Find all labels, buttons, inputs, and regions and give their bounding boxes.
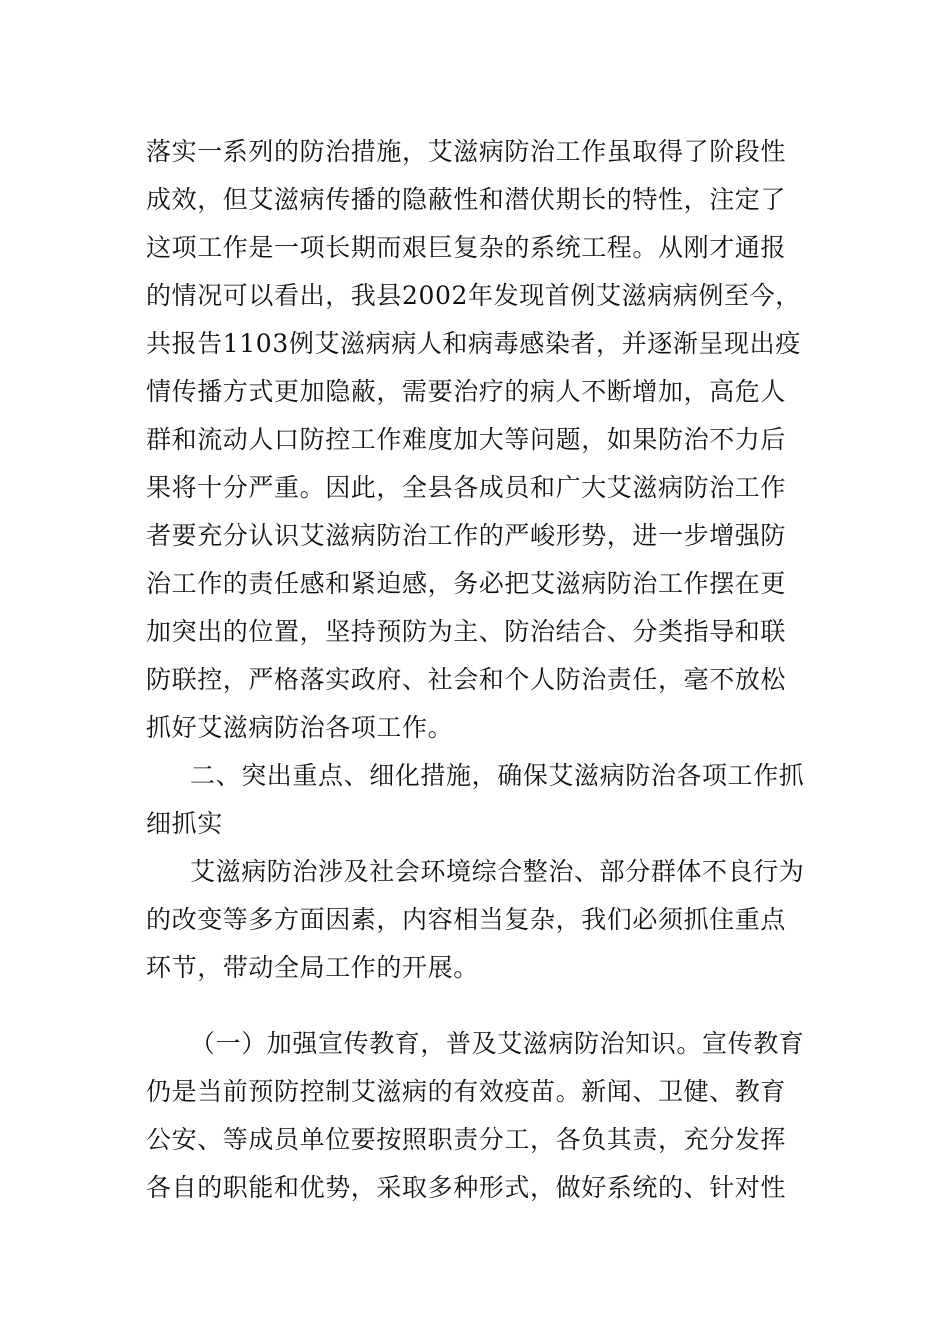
body-text-line: 加突出的位置，坚持预防为主、防治结合、分类指导和联 (146, 617, 787, 646)
body-text-line: 的情况可以看出，我县2002年发现首例艾滋病病例至今， (146, 281, 801, 310)
body-text-line: 治工作的责任感和紧迫感，务必把艾滋病防治工作摆在更 (146, 569, 787, 598)
body-text-line: 落实一系列的防治措施，艾滋病防治工作虽取得了阶段性 (146, 137, 787, 166)
body-text-line: 果将十分严重。因此，全县各成员和广大艾滋病防治工作 (146, 473, 787, 502)
section-heading-continued: 细抓实 (146, 809, 223, 838)
body-text-line: 情传播方式更加隐蔽，需要治疗的病人不断增加，高危人 (146, 377, 787, 406)
body-text-line: 环节，带动全局工作的开展。 (146, 953, 479, 982)
body-text-line: 成效，但艾滋病传播的隐蔽性和潜伏期长的特性，注定了 (146, 185, 787, 214)
body-text-line: 公安、等成员单位要按照职责分工，各负其责，充分发挥 (146, 1125, 787, 1154)
body-text-line: 者要充分认识艾滋病防治工作的严峻形势，进一步增强防 (146, 521, 787, 550)
body-text-line: 仍是当前预防控制艾滋病的有效疫苗。新闻、卫健、教育 (146, 1077, 787, 1106)
body-text-line: 这项工作是一项长期而艰巨复杂的系统工程。从刚才通报 (146, 233, 787, 262)
body-text-line: 艾滋病防治涉及社会环境综合整治、部分群体不良行为 (190, 857, 805, 886)
body-text-line: 各自的职能和优势，采取多种形式，做好系统的、针对性 (146, 1173, 787, 1202)
section-heading: 二、突出重点、细化措施，确保艾滋病防治各项工作抓 (190, 761, 805, 790)
body-text-line: 共报告1103例艾滋病病人和病毒感染者，并逐渐呈现出疫 (146, 329, 801, 358)
body-text-line: 防联控，严格落实政府、社会和个人防治责任，毫不放松 (146, 665, 787, 694)
body-text-line: 的改变等多方面因素，内容相当复杂，我们必须抓住重点 (146, 905, 787, 934)
subsection-heading: （一）加强宣传教育，普及艾滋病防治知识。宣传教育 (190, 1029, 805, 1058)
body-text-line: 群和流动人口防控工作难度加大等问题，如果防治不力后 (146, 425, 787, 454)
body-text-line: 抓好艾滋病防治各项工作。 (146, 713, 454, 742)
